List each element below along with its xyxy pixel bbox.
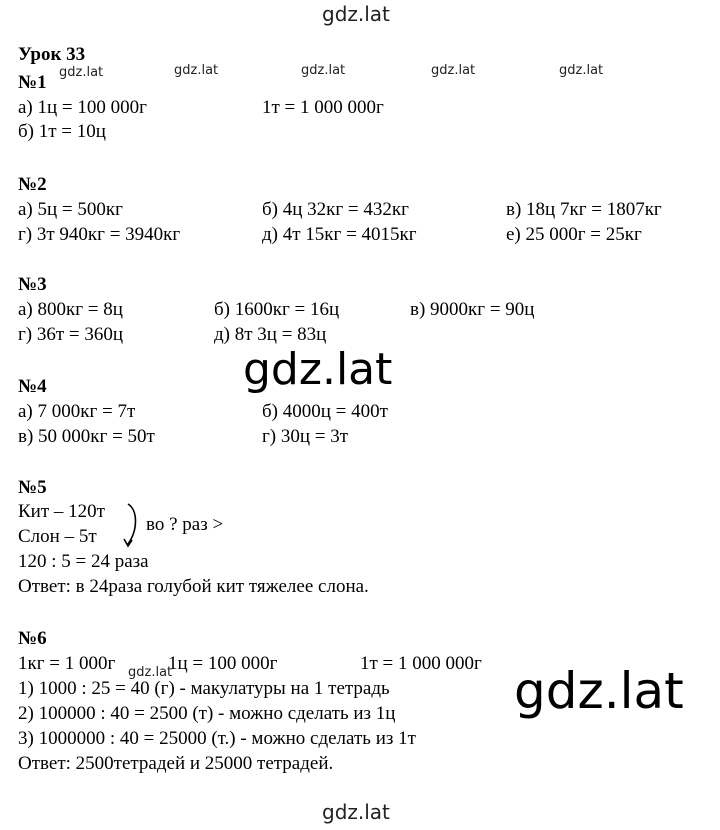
task5-question: во ? раз > (146, 514, 224, 535)
watermark-large: gdz.lat (243, 344, 393, 395)
task4-item: в) 50 000кг = 50т (18, 426, 155, 447)
task5-elephant: Слон – 5т (18, 526, 97, 547)
task1-line: 1т = 1 000 000г (262, 97, 384, 118)
task3-item: д) 8т 3ц = 83ц (214, 324, 327, 345)
task6-heading: №6 (18, 628, 47, 649)
task2-item: а) 5ц = 500кг (18, 199, 123, 220)
task2-item: б) 4ц 32кг = 432кг (262, 199, 409, 220)
task6-unit: 1ц = 100 000г (168, 653, 278, 674)
task6-step: 2) 100000 : 40 = 2500 (т) - можно сделать из 1ц (18, 703, 396, 724)
bracket-arrow-icon (120, 500, 144, 552)
task4-item: б) 4000ц = 400т (262, 401, 388, 422)
watermark-bottom: gdz.lat (322, 800, 390, 824)
watermark-small: gdz.lat (174, 63, 219, 78)
task1-line: а) 1ц = 100 000г (18, 97, 147, 118)
task5-answer: Ответ: в 24раза голубой кит тяжелее слона. (18, 576, 369, 597)
task3-item: г) 36т = 360ц (18, 324, 124, 345)
task6-step: 1) 1000 : 25 = 40 (г) - макулатуры на 1 тетрадь (18, 678, 390, 699)
task6-unit: 1т = 1 000 000г (360, 653, 482, 674)
task3-heading: №3 (18, 274, 47, 295)
watermark-top: gdz.lat (322, 2, 390, 26)
task6-answer: Ответ: 2500тетрадей и 25000 тетрадей. (18, 753, 334, 774)
task1-line: б) 1т = 10ц (18, 121, 106, 142)
task1-heading: №1 (18, 72, 47, 93)
task3-item: в) 9000кг = 90ц (410, 299, 535, 320)
task4-item: а) 7 000кг = 7т (18, 401, 136, 422)
task2-item: д) 4т 15кг = 4015кг (262, 224, 417, 245)
task5-calc: 120 : 5 = 24 раза (18, 551, 149, 572)
watermark-small: gdz.lat (559, 63, 604, 78)
task2-item: г) 3т 940кг = 3940кг (18, 224, 181, 245)
task4-item: г) 30ц = 3т (262, 426, 349, 447)
task2-item: в) 18ц 7кг = 1807кг (506, 199, 662, 220)
task6-unit: 1кг = 1 000г (18, 653, 116, 674)
task4-heading: №4 (18, 376, 47, 397)
task3-item: а) 800кг = 8ц (18, 299, 123, 320)
task2-item: е) 25 000г = 25кг (506, 224, 642, 245)
watermark-small: gdz.lat (431, 63, 476, 78)
task6-step: 3) 1000000 : 40 = 25000 (т.) - можно сделать из 1т (18, 728, 416, 749)
task3-item: б) 1600кг = 16ц (214, 299, 340, 320)
watermark-small: gdz.lat (301, 63, 346, 78)
task5-heading: №5 (18, 477, 47, 498)
lesson-title: Урок 33 (18, 44, 86, 65)
watermark-small: gdz.lat (59, 65, 104, 80)
watermark-small: gdz.lat (128, 665, 173, 680)
task5-whale: Кит – 120т (18, 501, 105, 522)
task2-heading: №2 (18, 174, 47, 195)
watermark-xlarge: gdz.lat (514, 662, 684, 720)
